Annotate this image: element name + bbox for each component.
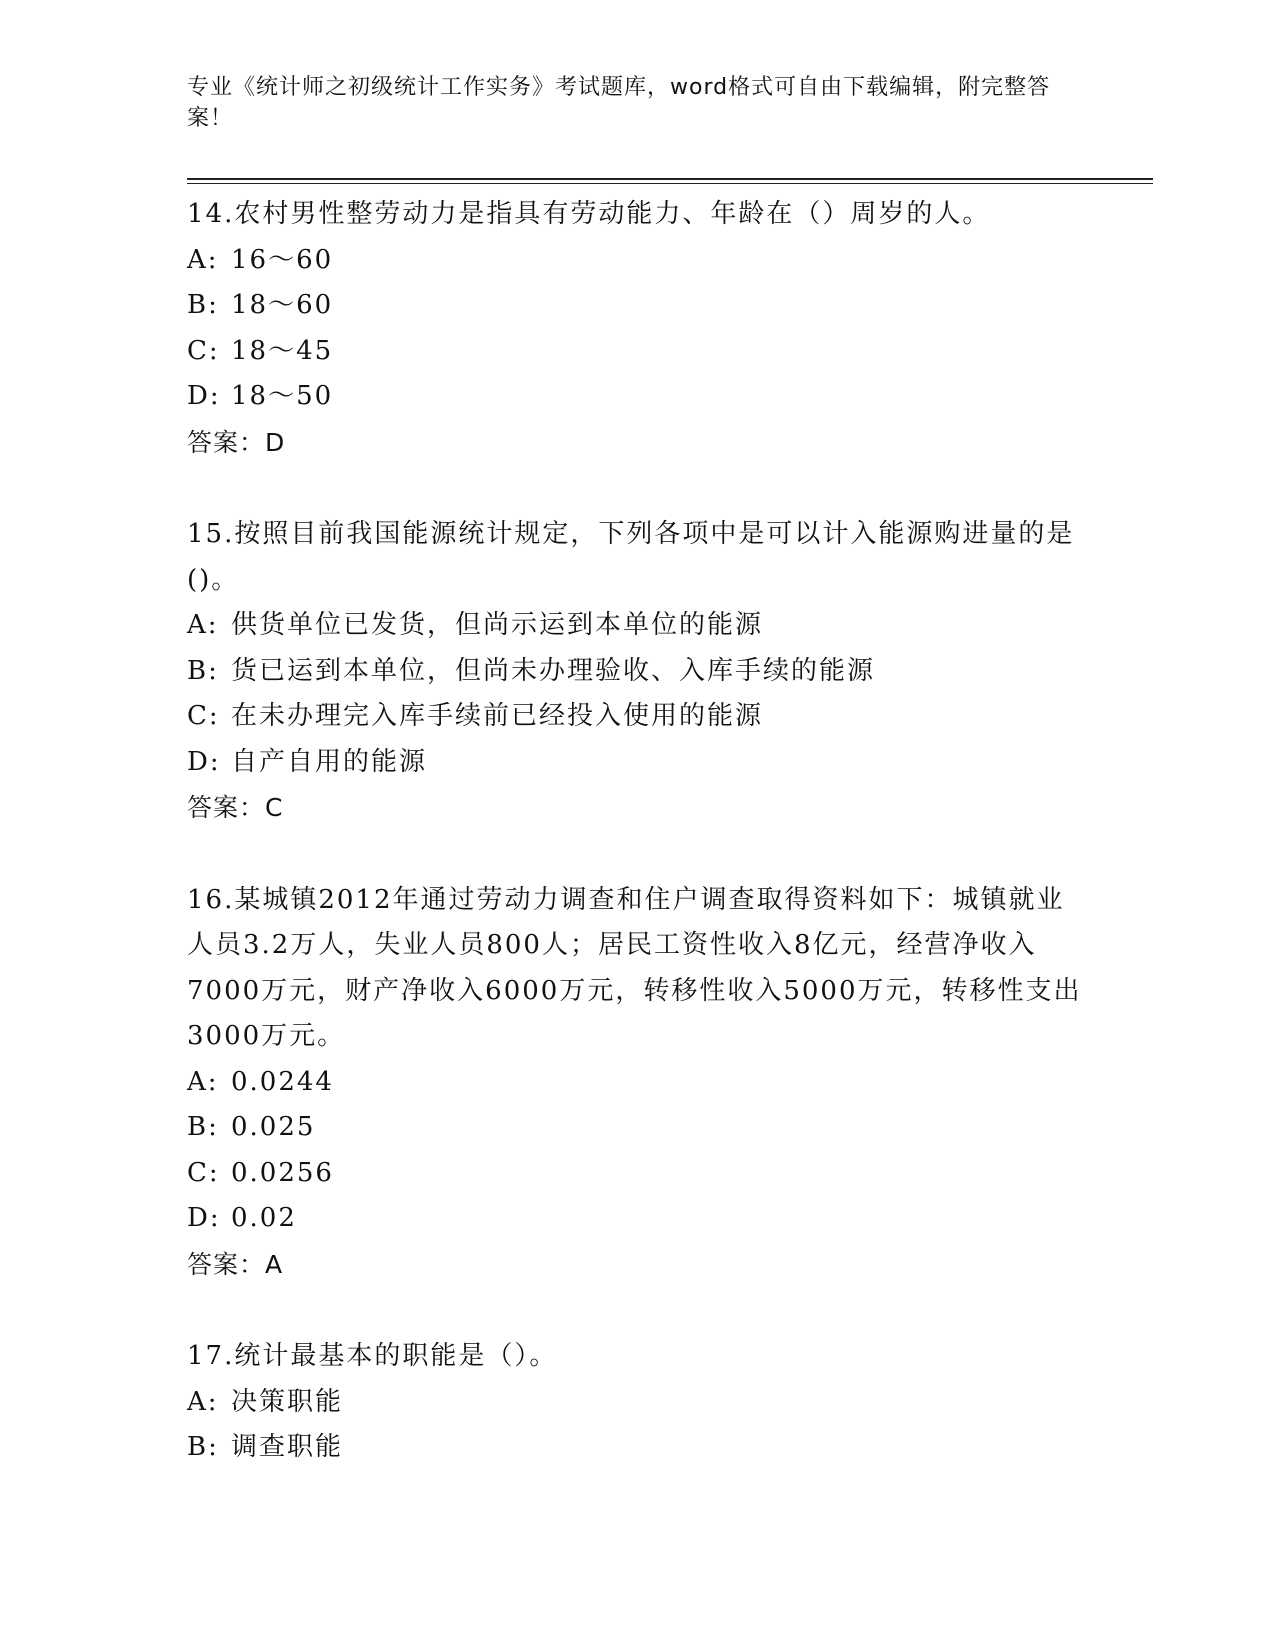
option-letter: B: <box>187 1432 219 1462</box>
option-letter: C: <box>187 335 220 366</box>
option-letter: A: <box>187 610 219 640</box>
option-letter: C: <box>187 1157 220 1188</box>
option-text: 18～45 <box>231 335 334 366</box>
question-14 <box>187 192 1087 465</box>
question-17 <box>187 1334 1087 1471</box>
option-c <box>187 329 1087 375</box>
document-header: 专业《统计师之初级统计工作实务》考试题库，word格式可自由下载编辑，附完整答案！ <box>187 75 1051 131</box>
question-stem: 15.按照目前我国能源统计规定，下列各项中是可以计入能源购进量的是()。 <box>187 519 1075 595</box>
option-letter: B: <box>187 290 219 320</box>
option-d <box>187 374 1087 420</box>
option-text: 在未办理完入库手续前已经投入使用的能源 <box>231 701 764 731</box>
question-stem: 17.统计最基本的职能是（）。 <box>187 1341 558 1371</box>
option-d <box>187 740 1087 786</box>
option-b <box>187 1425 1087 1471</box>
option-text: 0.0256 <box>231 1157 334 1188</box>
question-list <box>187 192 1087 1518</box>
option-a <box>187 1060 1087 1106</box>
option-letter: D: <box>187 381 221 411</box>
question-15 <box>187 512 1087 831</box>
option-text: 18～50 <box>231 381 334 411</box>
option-text: 16～60 <box>231 244 334 275</box>
option-letter: C: <box>187 701 220 731</box>
question-stem: 14.农村男性整劳动力是指具有劳动能力、年龄在（）周岁的人。 <box>187 199 991 229</box>
option-text: 0.02 <box>231 1203 297 1233</box>
option-letter: D: <box>187 1203 221 1233</box>
option-c <box>187 1151 1087 1197</box>
option-b <box>187 283 1087 329</box>
option-text: 自产自用的能源 <box>231 746 428 777</box>
header-rule-thick <box>187 178 1153 180</box>
option-a <box>187 238 1087 284</box>
question-16 <box>187 878 1087 1288</box>
question-stem: 16.某城镇2012年通过劳动力调查和住户调查取得资料如下：城镇就业人员3.2万人，失业人员800人；居民工资性收入8亿元，经营净收入7000万元，财产净收入6000万元，转移性收入5000万元，转移性支出3000万元。 <box>187 884 1082 1051</box>
option-letter: B: <box>187 1112 219 1142</box>
option-c <box>187 694 1087 740</box>
option-text: 0.0244 <box>231 1066 334 1097</box>
option-letter: B: <box>187 655 219 686</box>
option-a <box>187 603 1087 649</box>
answer-line: 答案：A <box>187 1249 284 1279</box>
header-rule-thin <box>187 183 1153 184</box>
option-a <box>187 1380 1087 1426</box>
option-b <box>187 649 1087 695</box>
option-text: 供货单位已发货，但尚示运到本单位的能源 <box>231 610 764 640</box>
option-text: 0.025 <box>231 1112 316 1142</box>
option-text: 18～60 <box>231 290 334 320</box>
option-d <box>187 1196 1087 1242</box>
option-text: 货已运到本单位，但尚未办理验收、入库手续的能源 <box>231 655 876 686</box>
option-letter: A: <box>187 244 219 275</box>
option-letter: A: <box>187 1386 219 1417</box>
option-text: 调查职能 <box>231 1432 344 1462</box>
answer-line: 答案：C <box>187 793 284 822</box>
answer-line: 答案：D <box>187 427 286 457</box>
option-letter: A: <box>187 1066 219 1097</box>
option-text: 决策职能 <box>231 1386 344 1417</box>
option-letter: D: <box>187 746 221 777</box>
option-b <box>187 1105 1087 1151</box>
